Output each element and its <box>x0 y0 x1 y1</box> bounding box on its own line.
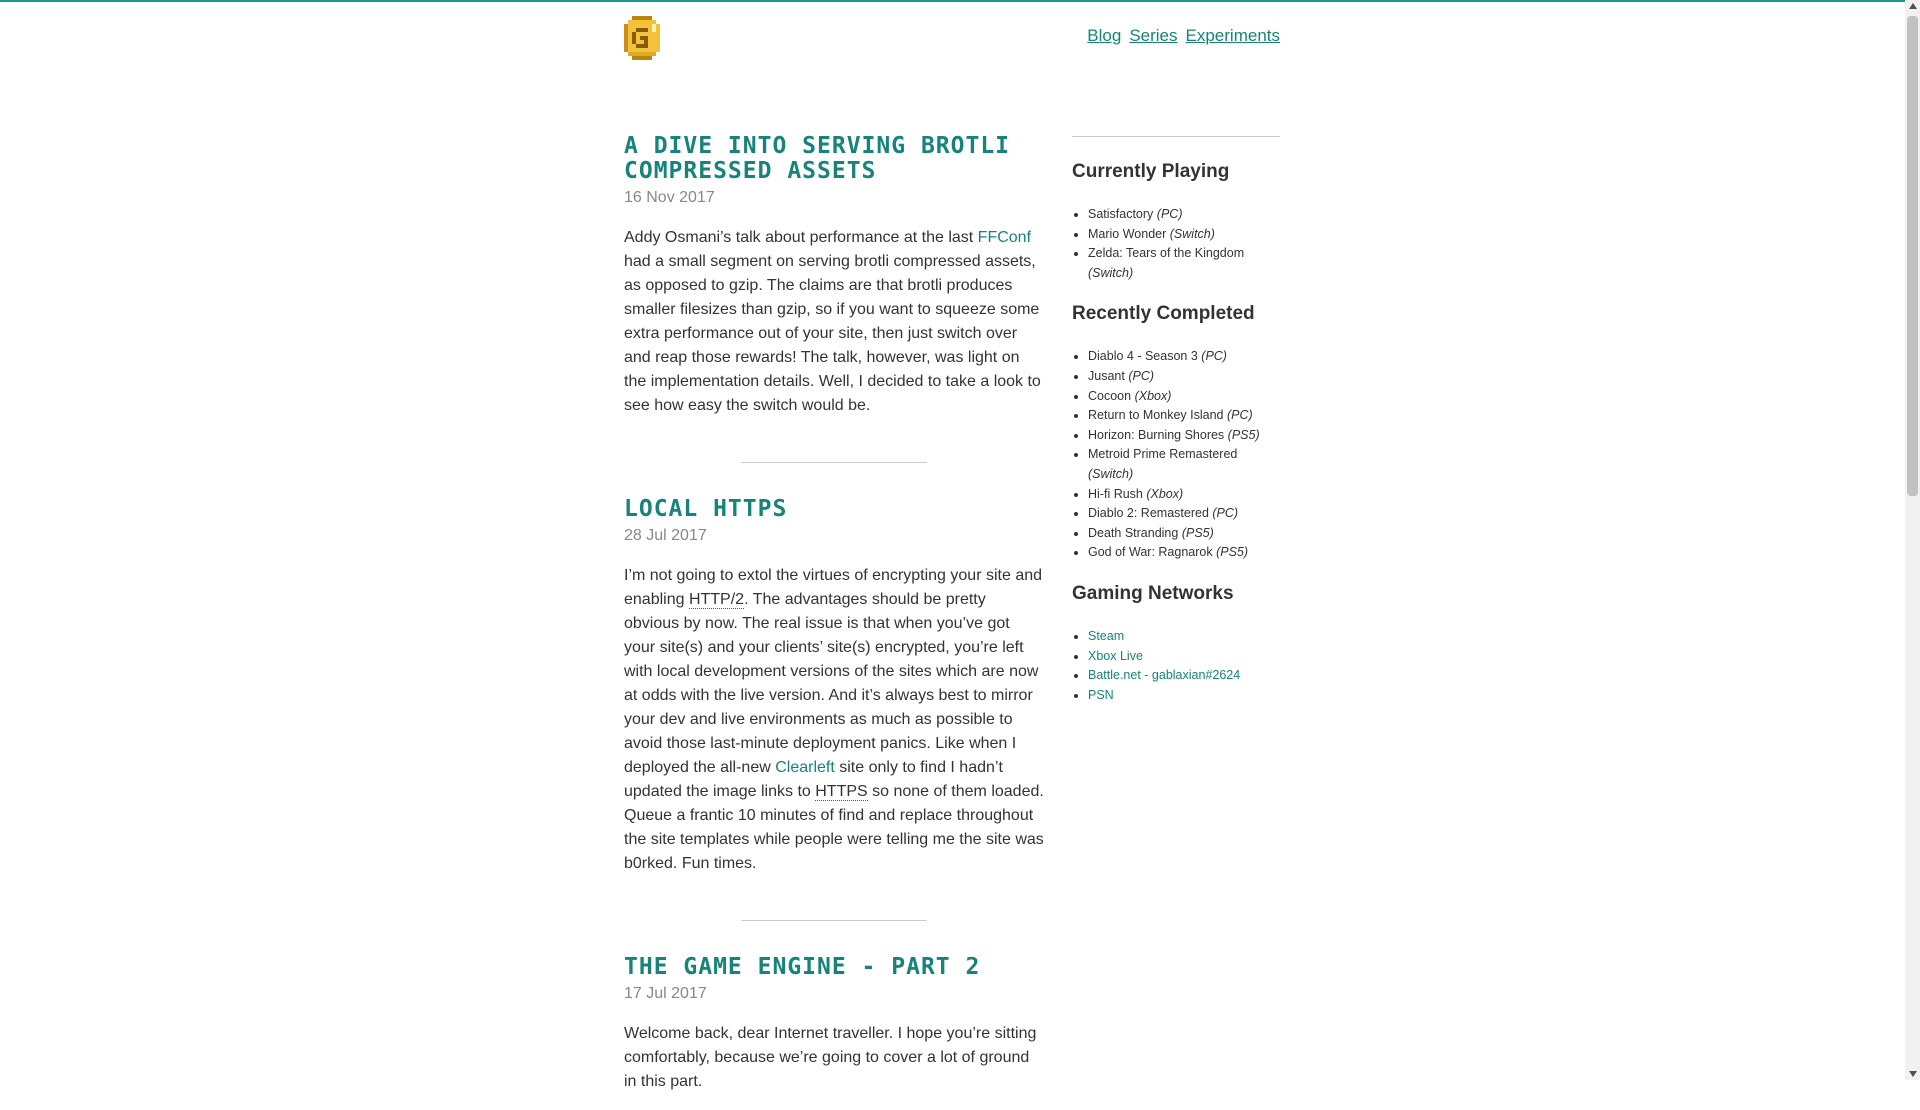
list-item <box>1088 686 1280 706</box>
psn-link[interactable]: PSN <box>1088 687 1114 702</box>
list-item: • Return to Monkey Island (PC) <box>1088 406 1280 426</box>
gaming-networks-list <box>1072 627 1280 705</box>
xbox-live-link[interactable]: Xbox Live <box>1088 648 1143 663</box>
excerpt-text: site only to find I hadn’t updated the image links to <box>624 759 1003 800</box>
post-title-link[interactable]: A DIVE INTO SERVING BROTLI COMPRESSED ASSETS <box>624 133 1011 184</box>
list-item: • Diablo 4 - Season 3 (PC) <box>1088 347 1280 367</box>
sidebar <box>1072 136 1280 725</box>
list-item: • Metroid Prime Remastered (Switch) <box>1088 445 1280 484</box>
excerpt-text: had a small segment on serving brotli compressed assets, as opposed to gzip. The claims are that brotli produces smaller filesizes than gzip, so if you want to squeeze some extra performance out of your site, then just switch over and reap those rewards! The talk, however, was light on the implementation details. Well, I decided to take a look to see how easy the switch would be. <box>624 253 1041 414</box>
top-accent-bar <box>0 0 1905 2</box>
post-item <box>624 134 1044 418</box>
excerpt-text: . The advantages should be pretty obvious by now. The real issue is that when you’ve got your site(s) and your clients’ site(s) encrypted, you’re left with local development versions of the sites which are now at odds with the live version. And it’s always best to mirror your dev and live environments as much as possible to avoid those last-minute deployment panics. Like when I deployed the all-new <box>624 591 1039 776</box>
clearleft-link[interactable]: Clearleft <box>775 759 835 776</box>
excerpt-text: Addy Osmani’s talk about performance at the last <box>624 229 978 246</box>
battlenet-link[interactable]: Battle.net - gablaxian#2624 <box>1088 668 1241 683</box>
post-divider <box>741 462 927 463</box>
post-title-link[interactable]: LOCAL HTTPS <box>624 496 788 522</box>
excerpt-text: so none of them loaded. Queue a frantic 10 minutes of find and replace throughout the site templates while people were telling me the site was b0rked. Fun times. <box>624 783 1044 872</box>
sidebar-divider <box>1072 136 1280 137</box>
post-list <box>624 134 1044 1110</box>
gaming-networks-heading: Gaming Networks <box>1072 582 1234 604</box>
abbr-http2: HTTP/2 <box>688 591 745 608</box>
vertical-scrollbar[interactable] <box>1905 0 1920 1080</box>
list-item: • Mario Wonder (Switch) <box>1088 225 1280 245</box>
nav-link-series[interactable]: Series <box>1129 26 1178 45</box>
list-item: • Zelda: Tears of the Kingdom (Switch) <box>1088 244 1280 283</box>
post-title-link[interactable]: THE GAME ENGINE - PART 2 <box>624 954 981 980</box>
recently-completed-heading: Recently Completed <box>1072 303 1255 325</box>
currently-playing-list <box>1072 205 1280 283</box>
currently-playing-heading: Currently Playing <box>1072 161 1230 182</box>
post-excerpt <box>624 1022 1044 1094</box>
list-item: • Death Stranding (PS5) <box>1088 524 1280 544</box>
scroll-up-arrow-icon[interactable] <box>1909 3 1917 9</box>
coin-icon <box>624 16 660 60</box>
list-item: • Hi-fi Rush (Xbox) <box>1088 485 1280 505</box>
steam-link[interactable]: Steam <box>1088 628 1125 643</box>
list-item: • Satisfactory (PC) <box>1088 205 1280 225</box>
list-item <box>1088 666 1280 686</box>
list-item: • Jusant (PC) <box>1088 367 1280 387</box>
post-item <box>624 955 1044 1094</box>
post-excerpt <box>624 564 1044 876</box>
nav-link-blog[interactable]: Blog <box>1087 26 1122 45</box>
list-item: • Cocoon (Xbox) <box>1088 387 1280 407</box>
site-logo-coin-icon[interactable] <box>624 16 660 60</box>
list-item: • God of War: Ragnarok (PS5) <box>1088 543 1280 563</box>
abbr-https: HTTPS <box>815 783 868 800</box>
post-date: 28 Jul 2017 <box>624 527 707 544</box>
list-item <box>1088 627 1280 647</box>
post-date: 16 Nov 2017 <box>624 189 715 206</box>
recently-completed-list <box>1072 347 1280 563</box>
post-excerpt <box>624 226 1044 418</box>
ffconf-link[interactable]: FFConf <box>977 229 1032 246</box>
excerpt-text: Welcome back, dear Internet traveller. I hope you’re sitting comfortably, because we’re going to cover a lot of ground in this part. <box>624 1025 1037 1090</box>
list-item: • Diablo 2: Remastered (PC) <box>1088 504 1280 524</box>
nav-link-experiments[interactable]: Experiments <box>1185 26 1280 45</box>
list-item: • Horizon: Burning Shores (PS5) <box>1088 426 1280 446</box>
post-item <box>624 497 1044 876</box>
excerpt-text: I’m not going to extol the virtues of encrypting your site and enabling <box>624 567 1043 608</box>
scrollbar-thumb[interactable] <box>1907 16 1918 496</box>
scroll-down-arrow-icon[interactable] <box>1909 1071 1917 1077</box>
list-item <box>1088 647 1280 667</box>
post-date: 17 Jul 2017 <box>624 985 707 1002</box>
main-nav <box>1050 26 1280 46</box>
post-divider <box>741 920 927 921</box>
